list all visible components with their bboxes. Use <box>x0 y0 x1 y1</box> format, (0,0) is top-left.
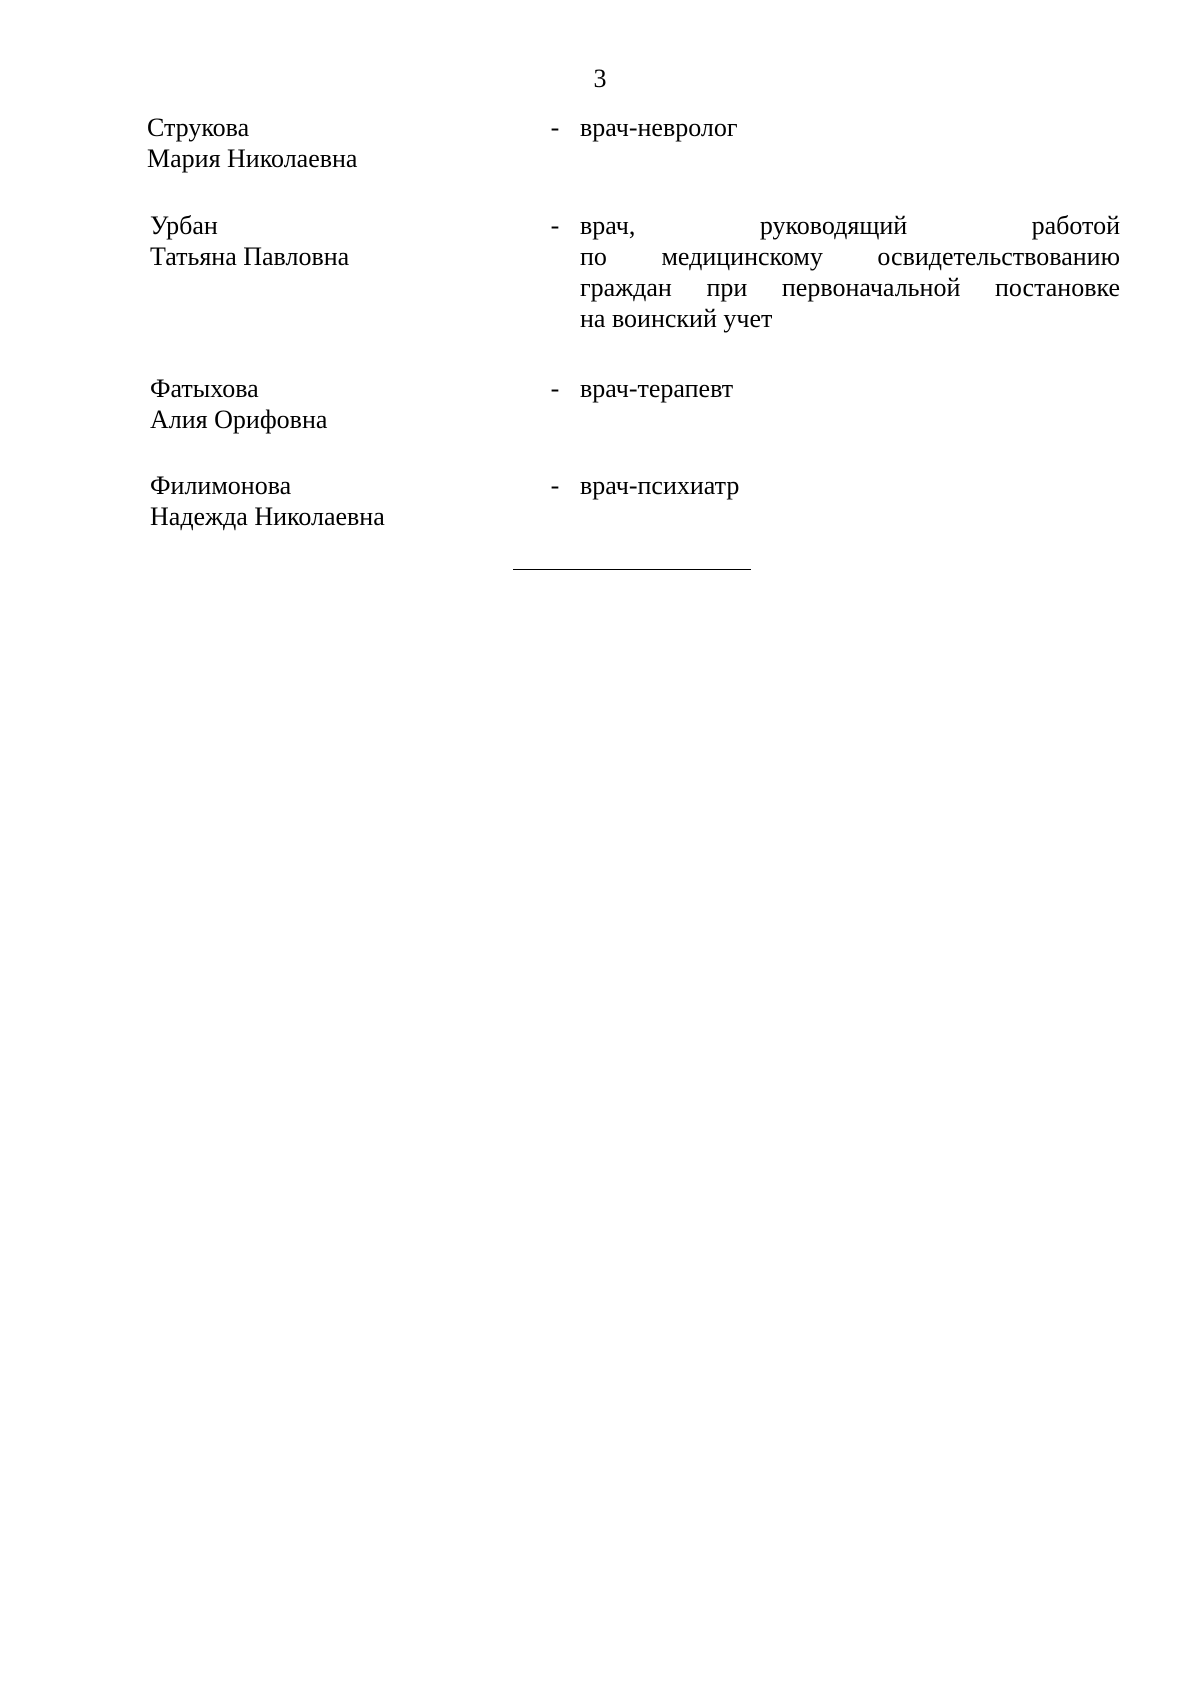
member-role <box>580 373 1120 404</box>
separator-dash: - <box>550 211 560 240</box>
separator-dash: - <box>550 113 560 142</box>
member-role-line: врач-невролог <box>580 113 738 142</box>
member-surname: Урбан <box>150 211 218 240</box>
separator-dash: - <box>550 471 560 500</box>
member-given-names: Мария Николаевна <box>147 144 358 173</box>
page-number: 3 <box>593 64 607 93</box>
member-role-line: врач-психиатр <box>580 471 740 500</box>
member-surname: Фатыхова <box>150 374 259 403</box>
member-role <box>580 112 1120 143</box>
member-role <box>580 210 1120 334</box>
member-surname: Филимонова <box>150 471 292 500</box>
member-role-line: граждан при первоначальной постановке <box>580 273 1120 302</box>
separator-dash: - <box>550 374 560 403</box>
member-given-names: Татьяна Павловна <box>150 242 350 271</box>
member-role-line: по медицинскому освидетельствованию <box>580 242 1120 271</box>
member-given-names: Надежда Николаевна <box>150 502 385 531</box>
member-name <box>150 373 540 435</box>
member-name <box>150 210 540 272</box>
member-role-line: врач-терапевт <box>580 374 734 403</box>
member-name <box>147 112 537 174</box>
member-role-line: на воинский учет <box>580 304 773 333</box>
member-given-names: Алия Орифовна <box>150 405 328 434</box>
end-of-list-rule <box>513 569 751 570</box>
member-surname: Струкова <box>147 113 250 142</box>
member-role-line: врач, руководящий работой <box>580 211 1120 240</box>
member-name <box>150 470 540 532</box>
member-role <box>580 470 1120 501</box>
